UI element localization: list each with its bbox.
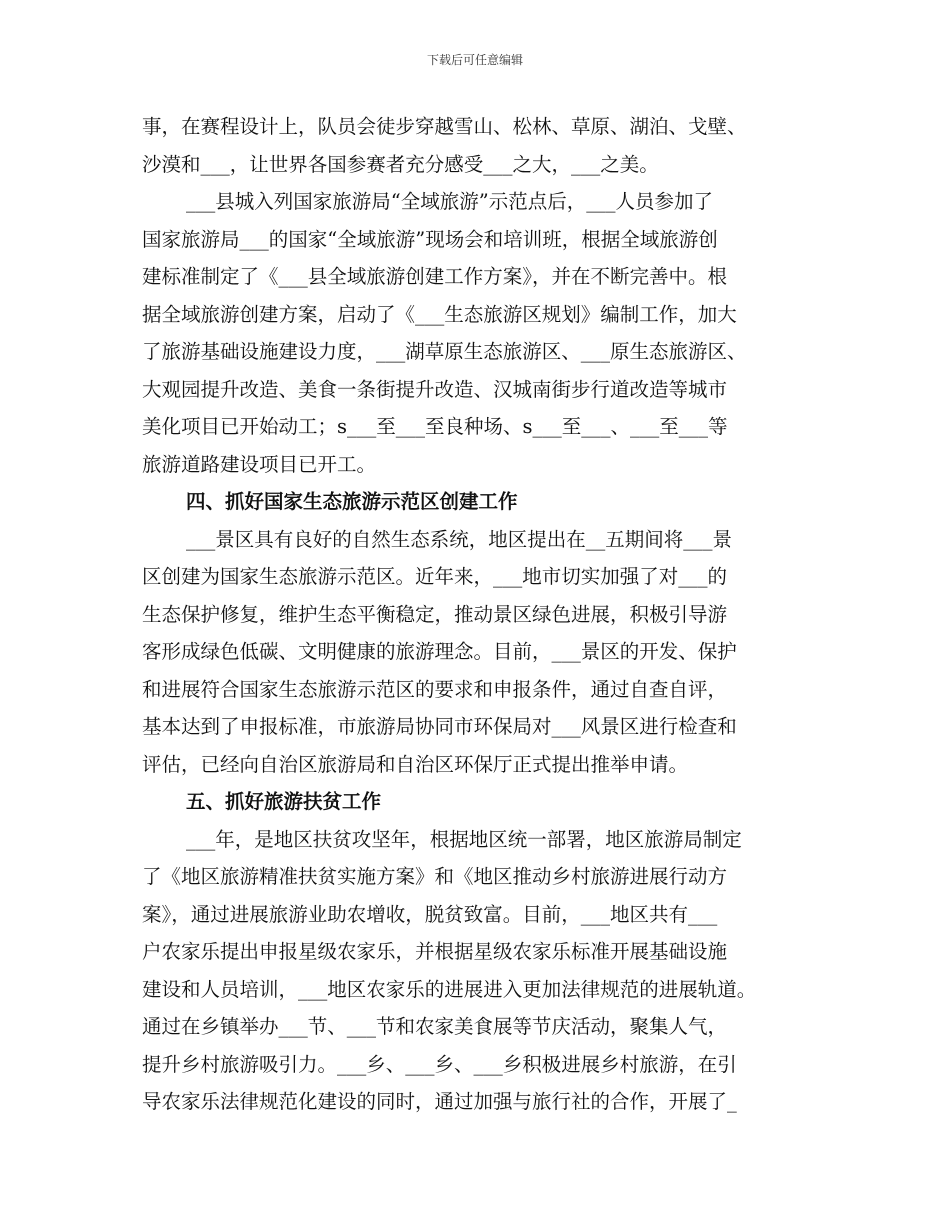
- paragraph-line: 国家旅游局___的国家“全域旅游”现场会和培训班，根据全域旅游创: [142, 227, 718, 251]
- paragraph-line: 案》，通过进展旅游业助农增收，脱贫致富。目前，___地区共有___: [142, 902, 718, 926]
- paragraph-line: 客形成绿色低碳、文明健康的旅游理念。目前，___景区的开发、保护: [142, 640, 737, 663]
- paragraph-line: 了《地区旅游精准扶贫实施方案》和《地区推动乡村旅游进展行动方: [142, 865, 728, 888]
- paragraph-line: 生态保护修复，维护生态平衡稳定，推动景区绿色进展，积极引导游: [142, 602, 728, 626]
- paragraph-line: ___县城入列国家旅游局“全域旅游”示范点后，___人员参加了: [186, 190, 713, 213]
- page-header: 下载后可任意编辑: [426, 53, 523, 67]
- paragraph-line: 美化项目已开始动工；s___至___至良种场、s___至___、___至___等: [142, 415, 728, 438]
- paragraph-line: ___年，是地区扶贫攻坚年，根据地区统一部署，地区旅游局制定: [186, 827, 742, 851]
- paragraph-line: 沙漠和___，让世界各国参赛者充分感受___之大，___之美。: [142, 152, 659, 176]
- paragraph-line: 通过在乡镇举办___节、___节和农家美食展等节庆活动，聚集人气，: [142, 1015, 728, 1038]
- paragraph-line: 户农家乐提出申报星级农家乐，并根据星级农家乐标准开展基础设施: [142, 940, 728, 963]
- paragraph-line: 建标准制定了《___县全域旅游创建工作方案》，并在不断完善中。根: [142, 265, 728, 288]
- paragraph-line: 大观园提升改造、美食一条街提升改造、汉城南街步行道改造等城市: [142, 377, 728, 401]
- paragraph-line: ___景区具有良好的自然生态系统，地区提出在__五期间将___景: [186, 527, 733, 551]
- paragraph-line: 旅游道路建设项目已开工。: [142, 452, 377, 476]
- paragraph-line: 据全域旅游创建方案，启动了《___生态旅游区规划》编制工作，加大: [142, 302, 737, 326]
- section-heading: 五、抓好旅游扶贫工作: [186, 790, 382, 813]
- paragraph-line: 基本达到了申报标准，市旅游局协同市环保局对___风景区进行检查和: [142, 715, 737, 738]
- document-body: [142, 108, 812, 1121]
- section-heading: 四、抓好国家生态旅游示范区创建工作: [186, 490, 518, 513]
- paragraph-line: 和进展符合国家生态旅游示范区的要求和申报条件，通过自查自评，: [142, 677, 728, 701]
- paragraph-line: 提升乡村旅游吸引力。___乡、___乡、___乡积极进展乡村旅游，在引: [142, 1052, 737, 1076]
- paragraph-line: 事，在赛程设计上，队员会徒步穿越雪山、松林、草原、湖泊、戈壁、: [142, 115, 747, 138]
- paragraph-line: 导农家乐法律规范化建设的同时，通过加强与旅行社的合作，开展了_: [142, 1090, 737, 1113]
- paragraph-line: 了旅游基础设施建设力度，___湖草原生态旅游区、___原生态旅游区、: [142, 340, 747, 363]
- paragraph-line: 评估，已经向自治区旅游局和自治区环保厅正式提出推举申请。: [142, 752, 689, 776]
- paragraph-line: 建设和人员培训，___地区农家乐的进展进入更加法律规范的进展轨道。: [142, 977, 757, 1001]
- paragraph-line: 区创建为国家生态旅游示范区。近年来，___地市切实加强了对___的: [142, 565, 728, 588]
